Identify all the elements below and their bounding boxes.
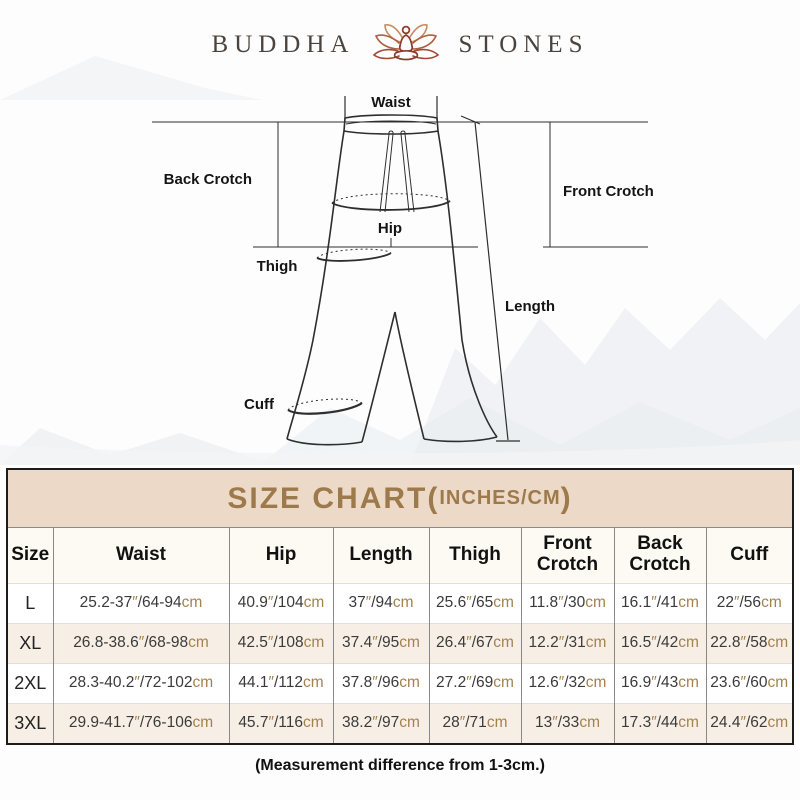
title-prefix: SIZE CHART(: [227, 481, 440, 515]
measurement-cell: 37″/94cm: [333, 583, 429, 623]
measurement-cell: 42.5″/108cm: [229, 623, 333, 663]
table-row: [8, 583, 792, 623]
size-label-cell: L: [8, 583, 53, 623]
measurement-cell: 16.1″/41cm: [614, 583, 706, 623]
waist-label: Waist: [371, 94, 411, 111]
size-chart-table: [8, 528, 792, 743]
measurement-cell: 16.9″/43cm: [614, 663, 706, 703]
col-header-cuff: Cuff: [706, 528, 792, 583]
measurement-note: (Measurement difference from 1-3cm.): [255, 757, 545, 774]
measurement-cell: 13″/33cm: [521, 703, 614, 743]
lotus-meditation-icon: [372, 20, 440, 70]
measurement-cell: 11.8″/30cm: [521, 583, 614, 623]
cuff-label: Cuff: [244, 396, 274, 413]
measurement-cell: 25.2-37″/64-94cm: [53, 583, 229, 623]
front-crotch-label: Front Crotch: [563, 183, 654, 200]
measurement-cell: 44.1″/112cm: [229, 663, 333, 703]
measurement-cell: 24.4″/62cm: [706, 703, 792, 743]
measurement-cell: 22.8″/58cm: [706, 623, 792, 663]
size-table-body: [8, 583, 792, 743]
size-label-cell: 3XL: [8, 703, 53, 743]
length-label: Length: [505, 298, 555, 315]
brand-word-right: STONES: [458, 31, 589, 58]
measurement-cell: 12.6″/32cm: [521, 663, 614, 703]
pants-measurement-diagram: [0, 90, 800, 465]
hip-label: Hip: [377, 220, 403, 237]
thigh-label: Thigh: [256, 258, 298, 275]
measurement-cell: 28″/71cm: [429, 703, 521, 743]
measurement-cell: 23.6″/60cm: [706, 663, 792, 703]
measurement-cell: 37.8″/96cm: [333, 663, 429, 703]
size-chart-title: [8, 470, 792, 528]
col-header-front-crotch: Front Crotch: [521, 528, 614, 583]
table-header-row: [8, 528, 792, 583]
measurement-cell: 27.2″/69cm: [429, 663, 521, 703]
measurement-cell: 16.5″/42cm: [614, 623, 706, 663]
title-units: INCHES/CM: [439, 487, 561, 509]
measurement-cell: 22″/56cm: [706, 583, 792, 623]
title-suffix: ): [560, 481, 573, 515]
table-row: [8, 623, 792, 663]
col-header-size: Size: [8, 528, 53, 583]
back-crotch-label: Back Crotch: [163, 171, 252, 188]
table-row: [8, 663, 792, 703]
table-row: [8, 703, 792, 743]
col-header-back-crotch: Back Crotch: [614, 528, 706, 583]
size-label-cell: XL: [8, 623, 53, 663]
brand-logo: [0, 0, 800, 90]
measurement-cell: 26.4″/67cm: [429, 623, 521, 663]
col-header-hip: Hip: [229, 528, 333, 583]
col-header-length: Length: [333, 528, 429, 583]
size-label-cell: 2XL: [8, 663, 53, 703]
measurement-cell: 37.4″/95cm: [333, 623, 429, 663]
measurement-cell: 25.6″/65cm: [429, 583, 521, 623]
measurement-cell: 28.3-40.2″/72-102cm: [53, 663, 229, 703]
measurement-cell: 38.2″/97cm: [333, 703, 429, 743]
pants-diagram-drawing: [0, 90, 800, 465]
measurement-cell: 45.7″/116cm: [229, 703, 333, 743]
col-header-waist: Waist: [53, 528, 229, 583]
measurement-cell: 26.8-38.6″/68-98cm: [53, 623, 229, 663]
measurement-cell: 29.9-41.7″/76-106cm: [53, 703, 229, 743]
size-chart-table-container: [6, 468, 794, 745]
measurement-cell: 17.3″/44cm: [614, 703, 706, 743]
measurement-cell: 12.2″/31cm: [521, 623, 614, 663]
brand-word-left: BUDDHA: [211, 31, 355, 58]
measurement-cell: 40.9″/104cm: [229, 583, 333, 623]
col-header-thigh: Thigh: [429, 528, 521, 583]
